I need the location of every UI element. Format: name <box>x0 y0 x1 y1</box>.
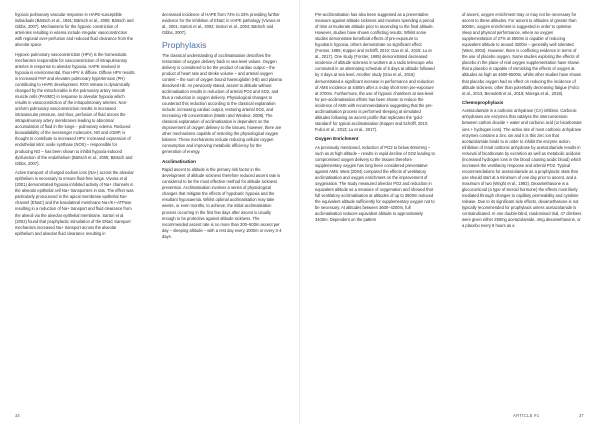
paragraph: of ascent, oxygen enrichment may or may not be necessary for ascent to these altitudes. For ascent to altitudes of greater than 5000m, oxygen enrichment is suggested in order to optimise sleep and physical performance, where an oxygen supplementation of 27% at 5000m is capable of reducing equivalent altitude to around 3200m – generally well tolerated (West, 2004). However, there is conflicting evidence in terms of the use of placebo oxygen. Some studies exploring the effects of placebo in the place of real oxygen supplementation have shown that a placebo is capable of mimicking the effects of oxygen at altitudes as high as 4500-5500m, whilst other studies have shown that placebo oxygen had no effect on reducing the incidence of altitude sickness, other than potentially decreasing fatigue (Fulco et al., 2013; Benedetti et al., 2018; Morega et al., 2018). <box>462 12 582 96</box>
subheading-chemoprophylaxis: Chemoprophylaxis <box>462 100 504 106</box>
page-number-right: 37 <box>579 413 584 418</box>
left-page-column-1 <box>15 12 135 404</box>
running-head: ARTICLE #1 <box>513 413 540 418</box>
paragraph: Hypoxic pulmonary vasoconstriction (HPV) is the homeostatic mechanism responsible for vasoconstriction of intrapulmonary arteries in response to alveolar hypoxia. HAPE involved in hypoxia is environmental, thus HPV is diffuse. Diffuse HPV results in increased PAP and elevates pulmonary hypertension (PH) contributing to HAPE development. ROS release is dynamically changed by the mitochondria in the pulmonary artery smooth muscle cells (PASMC) in response to alveolar hypoxia which results in vasoconstriction of the intrapulmonary arteries. Non-uniform pulmonary vasoconstriction results in increased intravascular pressure, and thus, perfusion of fluid across the intrapulmonary artery membranes leading to abnormal accumulation of fluid in the lungs – pulmonary edema. Reduced bioavailability of the messenger molecules, NO and cGMP, is thought to contribute to increased HPV. Increased expression of endothelial nitric oxide synthase (NOS) – responsible for producing NO – has been shown to inhibit hypoxia-induced dysfunction of the endothelium (Bärtsch et al., 2005; Bärtsch and Gibbs, 2007). <box>15 51 135 166</box>
paragraph: Acetazolamide is a carbonic anhydrase (CA) inhibitor. Carbonic anhydrases are enzymes that catalyse the interconversion between carbon dioxide + water and carbonic acid (or bicarbonate ions + hydrogen ions). The active site of most carbonic anhydrase enzymes contains a zinc ion and it is this zinc ion that acetazolamide binds to in order to inhibit the enzyme action. Inhibition of renal carbonic anhydrase by acetazolamide results in removal of bicarbonate by excretion as well as metabolic acidosis (increased hydrogen ions in the blood causing acidic blood) which increases the ventilatory response and arterial PO2. Typical recommendations for acetazolamide as a prophylactic state that use should start at a minimum of one day prior to ascent, and a maximum of two (Wright et al., 1983). Dexamethasone is a glucocorticoid (a type of steroid hormone) the effects most likely mediated through changes to capillary permeability and cytokine release. Due to its significant side effects, dexamethasone is not typically recommended for prophylaxis unless acetazolamide is contraindicated. In one double-blind, randomised trial, 47 climbers were given either 250mg acetazolamide, 4mg dexamethasone, or a placebo every 8 hours as a <box>462 108 582 229</box>
paragraph: decreased incidence of HAPE from 74% to 33% providing further evidence for the inhibition of ENaC in HAPE pathology (Vivona et al., 2001; Sartori et al., 2002; Sartori et al., 2004; Bärtsch and Gibbs, 2007). <box>162 12 281 36</box>
paragraph: Active transport of charged sodium ions (Na+) across the alveolar epithelium is necessary to ensure fluid-free lungs. Vivona et al (2001) demonstrated hypoxia inhibited activity of Na+ channels in the alveolar epithelial cell Na+ transporters in rats. The effect was particularly pronounced in the apical membrane epithelial Na+ channel (ENaC) and the basolateral membrane Na+/K+-ATPase resulting in a reduction of Na+ transport and fluid clearance from the alveoli via the alveolar epithelial membrane. Sartori et al (2002) found that prophylactic stimulation of the ENaC transport mechanism increased Na+ transport across the alveolar epithelium and alveolar fluid clearance resulting in <box>15 170 134 236</box>
paragraph: hypoxic pulmonary vascular response in HAPE-susceptible individuals (Bärtsch et al., 1991; Bärtsch et al., 2005; Bärtsch and Gibbs, 2007). Mechanisms for the hypoxic constriction of arterioles resulting in edema include irregular vasoconstriction with regional over-perfusion and reduced fluid clearance from the alveolar space. <box>15 12 134 48</box>
page-gutter <box>299 0 300 424</box>
paragraph: The classical understanding of acclimatisation describes the restoration of oxygen delivery back to sea-level values. Oxygen delivery is considered to be the product of cardiac output – the product of heart rate and stroke volume – and arterial oxygen content – the sum of oxygen bound haemoglobin (Hb) and plasma dissolved Hb. As previously stated, ascent to altitude without acclimatisation results in reduction of arterial PO2 and SO2, and thus a reduction in oxygen delivery. Physiological changes to counteract this reduction according to the classical explanation include: increasing cardiac output, restoring arterial SO2, and increasing Hb concentration (Martin and Windsor, 2008). The classical explanation of acclimatisation is dependent on the improvement of oxygen delivery to the tissues, however, there are other mechanisms capable of restoring the physiological oxygen balance. These mechanisms include reducing cellular oxygen consumption and improving metabolic efficiency for the generation of energy. <box>162 52 282 155</box>
page-number-left: 34 <box>15 413 20 418</box>
section-heading-prophylaxis: Prophylaxis <box>162 39 207 50</box>
paragraph: Rapid ascent to altitude is the primary risk factor in the development of altitude sickness therefore reduced ascent rate is considered to be the most effective method for altitude sickness prevention. Acclimatisation involves a series of physiological changes that mitigate the effects of hypobaric hypoxia and the resultant hypoxaemia. Whilst optimal acclimatisation may take weeks, or even months, to achieve, the initial acclimatisation process occurring in the first few days after ascent is usually enough to be protective against altitude sickness. The recommended ascent rate is no more than 300–500m ascent per day – sleeping altitude – with a rest day every 1000m or every 3-4 days. <box>162 167 282 239</box>
right-page-column-1 <box>315 12 435 404</box>
subheading-oxygen-enrichment: Oxygen Enrichment <box>315 136 359 142</box>
subheading-acclimatisation: Acclimatisation <box>162 158 196 164</box>
right-page-column-2 <box>462 12 582 404</box>
left-page-column-2 <box>162 12 282 404</box>
paragraph: Pre-acclimatisation has also been suggested as a preventative measure against altitude sickness and involves spending a period of time at moderate altitude prior to ascending to the final altitude. However, studies have shown conflicting results. Whilst some studies demonstrate beneficial effects of pre-exposure to hypobaric hypoxia, others demonstrate no significant effect (Forster, 1985; Küpper and Schöffl, 2010; Gao et al., 2016; Lu et al., 2017). One study (Forster, 1985) demonstrated decreased incidence of altitude sickness in workers at a radio telescope who commuted in an alternating schedule of 5 days at altitude followed by 3 days at sea level. Another study (Gao et al., 2016) demonstrated a significant increase in performance and reduction of AMS incidence at 4400m after a 4-day short term pre-exposure at 3700m. Furthermore, the use of hypoxic chambers at sea-level for pre-acclimatisation efforts has been shown to reduce the incidence of AMS with recommendations suggesting that the pre-acclimatisation process is performed sleeping at simulated altitudes following an ascent profile that replicates the 'gold-standard' for typical acclimatisation (Küpper and Schöffl, 2010; Fulco et al., 2013; Lu et al., 2017). <box>315 12 435 132</box>
paragraph: As previously mentioned, reduction of PO2 to below 60mmHg – such as at high altitude – results in rapid decline of SO2 leading to compromised oxygen delivery to the tissues therefore supplementary oxygen has long been considered preventative against AMS. West (2004) compared the effects of ventilatory acclimatisation and oxygen enrichment on the improvement of oxygenation. The study measured alveolar PO2 and reduction in equivalent altitude as a measure of oxygenation and showed that full ventilatory acclimatisation at altitudes of up to 3600m reduced the equivalent altitude sufficiently for supplementary oxygen not to be necessary. At altitudes between 3600–4200m, full acclimatisation reduces equivalent altitude to approximately 3400m. Dependent on the pattern <box>315 144 435 223</box>
